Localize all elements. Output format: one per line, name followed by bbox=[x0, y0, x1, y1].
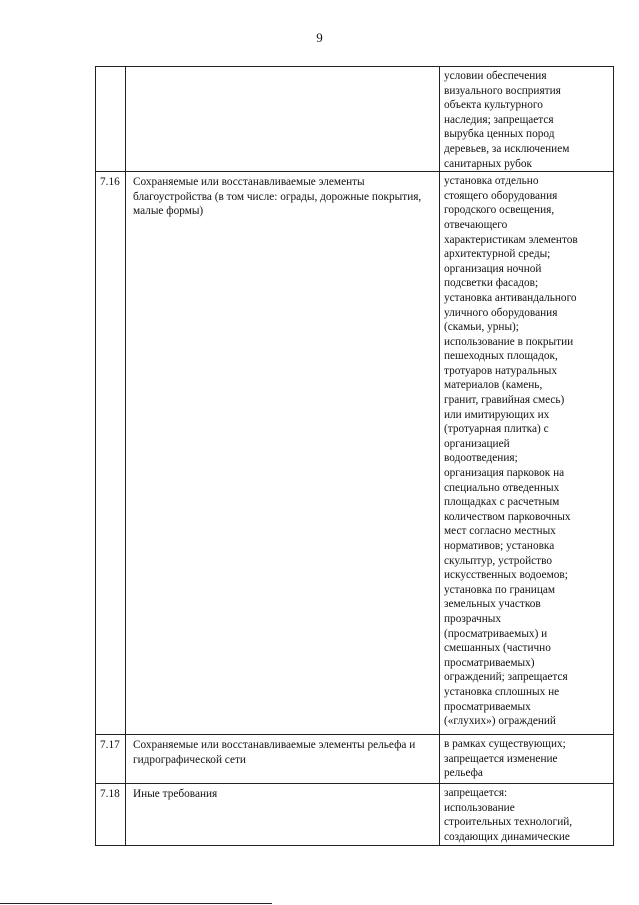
requirement-line: площадках с расчетным bbox=[444, 496, 560, 509]
requirement-line: пешеходных площадок, bbox=[444, 350, 558, 363]
requirement-line: мест согласно местных bbox=[444, 525, 556, 538]
requirement-line: тротуаров натуральных bbox=[444, 364, 558, 377]
requirement-line: скульптур, устройство bbox=[444, 554, 552, 567]
requirement-line: подсветки фасадов; bbox=[444, 277, 539, 290]
requirement-line: («глухих») ограждений bbox=[444, 715, 556, 728]
requirement-line: использование bbox=[444, 801, 515, 814]
requirement-line: нормативов; установка bbox=[444, 540, 555, 552]
footnote-separator bbox=[0, 903, 272, 904]
requirement-line: просматриваемых bbox=[444, 700, 531, 713]
requirement-line: городского освещения, bbox=[444, 204, 555, 217]
requirement-line: визуального восприятия bbox=[444, 84, 561, 97]
requirement-line: организация ночной bbox=[444, 262, 542, 275]
table-row bbox=[96, 67, 614, 172]
requirement-line: организация парковок на bbox=[444, 467, 565, 480]
requirement-line: в рамках существующих; bbox=[444, 738, 566, 751]
table-row bbox=[96, 784, 614, 845]
requirement-line: гранит, гравийная смесь) bbox=[444, 394, 565, 407]
requirement-line: организацией bbox=[444, 437, 510, 450]
requirement-line: использование в покрытии bbox=[444, 335, 574, 348]
requirement-line: ограждений; запрещается bbox=[444, 671, 568, 684]
requirement-line: установка отдельно bbox=[444, 175, 539, 188]
requirement-line: земельных участков bbox=[444, 598, 541, 611]
requirement-line: установка антивандального bbox=[444, 291, 577, 304]
requirement-text bbox=[440, 67, 614, 172]
page-number: 9 bbox=[316, 30, 323, 45]
requirement-line: отвечающего bbox=[444, 218, 508, 231]
table-row bbox=[96, 172, 614, 735]
requirement-line: запрещается изменение bbox=[444, 752, 558, 765]
requirement-line: санитарных рубок bbox=[444, 157, 532, 170]
row-number: 7.17 bbox=[96, 735, 126, 784]
requirement-line: (тротуарная плитка) с bbox=[444, 423, 549, 436]
requirement-text bbox=[440, 172, 614, 735]
requirement-line: искусственных водоемов; bbox=[444, 569, 568, 582]
requirement-line: материалов (камень, bbox=[444, 379, 543, 392]
requirement-line: (скамьи, урны); bbox=[444, 321, 519, 334]
requirement-line: смешанных (частично bbox=[444, 642, 551, 655]
requirement-line: стоящего оборудования bbox=[444, 189, 558, 202]
element-name: Сохраняемые или восстанавливаемые элементы рельефа и гидрографической сети bbox=[126, 735, 440, 784]
requirement-line: (просматриваемых) и bbox=[444, 627, 548, 640]
element-name bbox=[126, 67, 440, 172]
requirement-line: условии обеспечения bbox=[444, 70, 547, 82]
requirement-line: водоотведения; bbox=[444, 452, 518, 465]
row-number bbox=[96, 67, 126, 172]
requirement-line: объекта культурного bbox=[444, 99, 543, 112]
requirement-line: просматриваемых) bbox=[444, 656, 535, 669]
element-name: Сохраняемые или восстанавливаемые элементы благоустройства (в том числе: ограды, дорожные покрытия, малые формы) bbox=[126, 172, 440, 735]
requirement-text bbox=[440, 784, 614, 845]
row-number: 7.16 bbox=[96, 172, 126, 735]
table-row bbox=[96, 735, 614, 784]
requirement-line: специально отведенных bbox=[444, 481, 560, 494]
requirement-line: уличного оборудования bbox=[444, 306, 558, 319]
requirement-line: рельефа bbox=[444, 767, 483, 780]
requirement-text bbox=[440, 735, 614, 784]
element-name: Иные требования bbox=[126, 784, 440, 845]
requirement-line: прозрачных bbox=[444, 612, 501, 625]
requirement-line: характеристикам элементов bbox=[444, 233, 578, 246]
requirements-table bbox=[95, 66, 614, 846]
row-number: 7.18 bbox=[96, 784, 126, 845]
requirement-line: количеством парковочных bbox=[444, 510, 571, 523]
requirement-line: вырубка ценных пород bbox=[444, 128, 555, 141]
requirement-line: строительных технологий, bbox=[444, 816, 573, 829]
requirement-line: создающих динамические bbox=[444, 830, 570, 843]
requirement-line: установка сплошных не bbox=[444, 685, 560, 698]
requirement-line: наследия; запрещается bbox=[444, 113, 554, 126]
requirement-line: деревьев, за исключением bbox=[444, 142, 570, 155]
requirement-line: установка по границам bbox=[444, 583, 556, 596]
requirement-line: или имитирующих их bbox=[444, 408, 550, 421]
requirement-line: архитектурной среды; bbox=[444, 248, 551, 261]
requirement-line: запрещается: bbox=[444, 787, 508, 800]
